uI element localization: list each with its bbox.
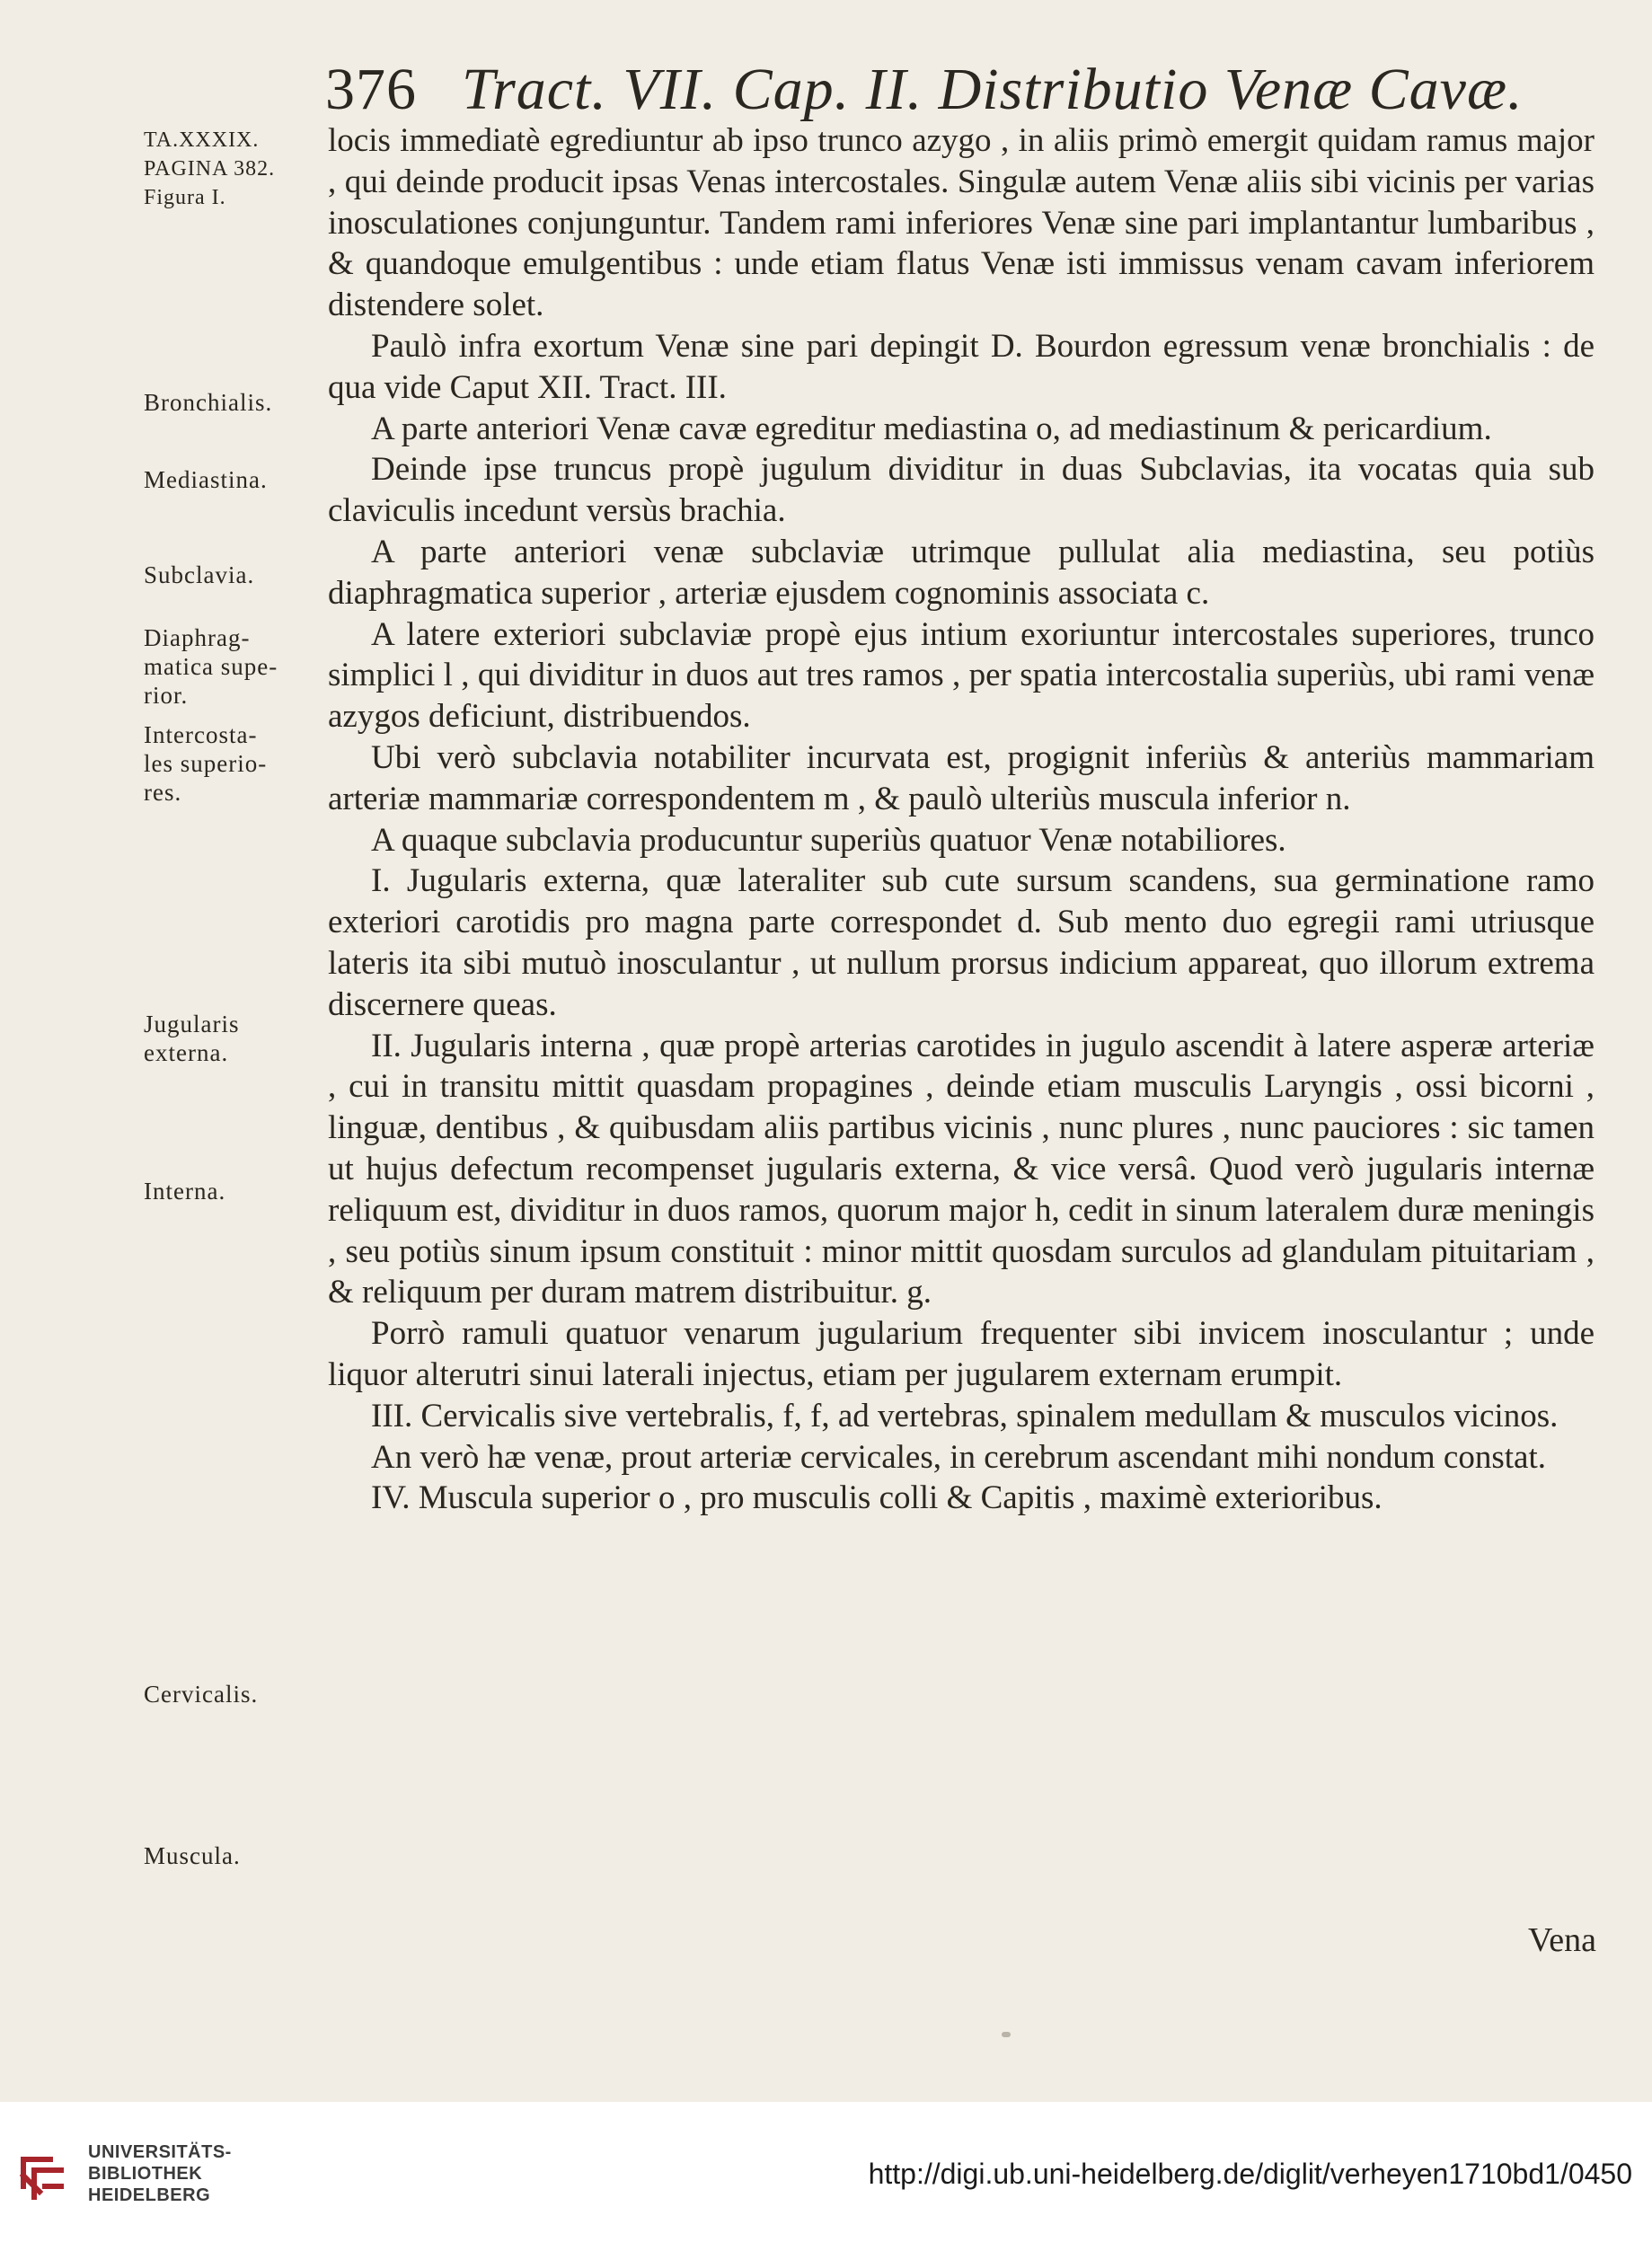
- margin-note-plate: [144, 126, 332, 212]
- page-header: [325, 56, 1565, 124]
- footer-bar: [0, 2102, 1652, 2251]
- paragraph: locis immediatè egrediuntur ab ipso trunco azygo , in aliis primò emergit quidam ramus major , qui deinde producit ipsas Venas intercostales. Singulæ autem Venæ aliis sibi vicinis per varias inosculationes conjunguntur. Tandem rami inferiores Venæ sine pari implantantur lumbaribus , & quandoque emulgentibus : unde etiam flatus Venæ isti immissus venam cavam inferiorem distendere solet.: [328, 122, 1595, 324]
- margin-note-jugularis-externa: Jugularis externa.: [144, 1011, 240, 1066]
- page-number: 376: [325, 57, 417, 122]
- source-url-link[interactable]: http://digi.ub.uni-heidelberg.de/diglit/verheyen1710bd1/0450: [868, 2158, 1632, 2190]
- paragraph: Paulò infra exortum Venæ sine pari depingit D. Bourdon egressum venæ bronchialis : de qua vide Caput XII. Tract. III.: [328, 327, 1595, 406]
- margin-note-bronchialis: Bronchialis.: [144, 389, 273, 416]
- margin-note-subclavia: Subclavia.: [144, 561, 255, 588]
- margin-note-diaphragmatica: Diaphrag- matica supe- rior.: [144, 624, 278, 709]
- paragraph: IV. Muscula superior o , pro musculis colli & Capitis , maximè exterioribus.: [371, 1479, 1383, 1517]
- paragraph: Deinde ipse truncus propè jugulum dividitur in duas Subclavias, ita vocatas quia sub claviculis incedunt versùs brachia.: [328, 451, 1595, 530]
- paragraph: II. Jugularis interna , quæ propè arterias carotides in jugulo ascendit à latere asperæ arteriæ , cui in transitu mittit quasdam propagines , deinde etiam musculis Laryngis , ossi bicorni , linguæ, dentibus , & quibusdam aliis partibus vicinis , nunc plures , nunc pauciores : sic tamen ut hujus defectum recompenset jugularis externa, & vice versâ. Quod verò jugularis internæ reliquum est, dividitur in duos ramos, quorum major h, cedit in sinum lateralem duræ meningis , seu potiùs sinum ipsum constituit : minor mittit quosdam surculos ad glandulam pituitariam , & reliquum per duram matrem distribuitur. g.: [328, 1027, 1595, 1311]
- catchword: Vena: [1528, 1921, 1596, 1959]
- paragraph: A parte anteriori venæ subclaviæ utrimque pullulat alia mediastina, seu potiùs diaphragmatica superior , arteriæ ejusdem cognominis associata c.: [328, 533, 1595, 612]
- running-title: Tract. VII. Cap. II. Distributio Venæ Cavæ.: [462, 57, 1524, 122]
- paragraph: I. Jugularis externa, quæ lateraliter sub cute sursum scandens, sua germinatione ramo exteriori carotidis pro magna parte correspondet d. Sub mento duo egregii rami utriusque lateris ita sibi mutuò inosculantur , ut nullum prorsus indicium appareat, quo illorum extrema discernere queas.: [328, 862, 1595, 1023]
- margin-note-mediastina: Mediastina.: [144, 466, 268, 493]
- margin-note-muscula: Muscula.: [144, 1842, 241, 1869]
- margin-note-cervicalis: Cervicalis.: [144, 1681, 259, 1708]
- library-name[interactable]: UNIVERSITÄTS- BIBLIOTHEK HEIDELBERG: [88, 2142, 232, 2205]
- paragraph: A quaque subclavia producuntur superiùs quatuor Venæ notabiliores.: [371, 821, 1286, 859]
- margin-note-line: Figura I.: [144, 186, 226, 209]
- margin-note-line: PAGINA 382.: [144, 157, 276, 181]
- margin-note-intercostales: Intercosta- les superio- res.: [144, 721, 268, 806]
- paragraph: Porrò ramuli quatuor venarum jugularium frequenter sibi invicem inosculantur ; unde liquor alterutri sinui laterali injectus, etiam per jugularem externam erumpit.: [328, 1315, 1595, 1393]
- paragraph: III. Cervicalis sive vertebralis, f, f, ad vertebras, spinalem medullam & musculos vicinos.: [371, 1397, 1559, 1434]
- library-logo-icon[interactable]: [16, 2140, 79, 2202]
- paragraph: A latere exteriori subclaviæ propè ejus intium exoriuntur intercostales superiores, trunco simplici l , qui dividitur in duos aut tres ramos , per spatia intercostalia superiùs, ubi rami venæ azygos deficiunt, distribuendos.: [328, 615, 1595, 736]
- main-text: [328, 120, 1595, 1519]
- paragraph: A parte anteriori Venæ cavæ egreditur mediastina o, ad mediastinum & pericardium.: [371, 410, 1492, 447]
- paragraph: Ubi verò subclavia notabiliter incurvata est, progignit inferiùs & anteriùs mammariam arteriæ mammariæ correspondentem m , & paulò ulteriùs muscula inferior n.: [328, 738, 1595, 817]
- paragraph: An verò hæ venæ, prout arteriæ cervicales, in cerebrum ascendant mihi nondum constat.: [371, 1438, 1546, 1476]
- margin-note-interna: Interna.: [144, 1178, 226, 1205]
- ink-mark: [1002, 2032, 1011, 2037]
- margin-note-line: TA.XXXIX.: [144, 128, 260, 152]
